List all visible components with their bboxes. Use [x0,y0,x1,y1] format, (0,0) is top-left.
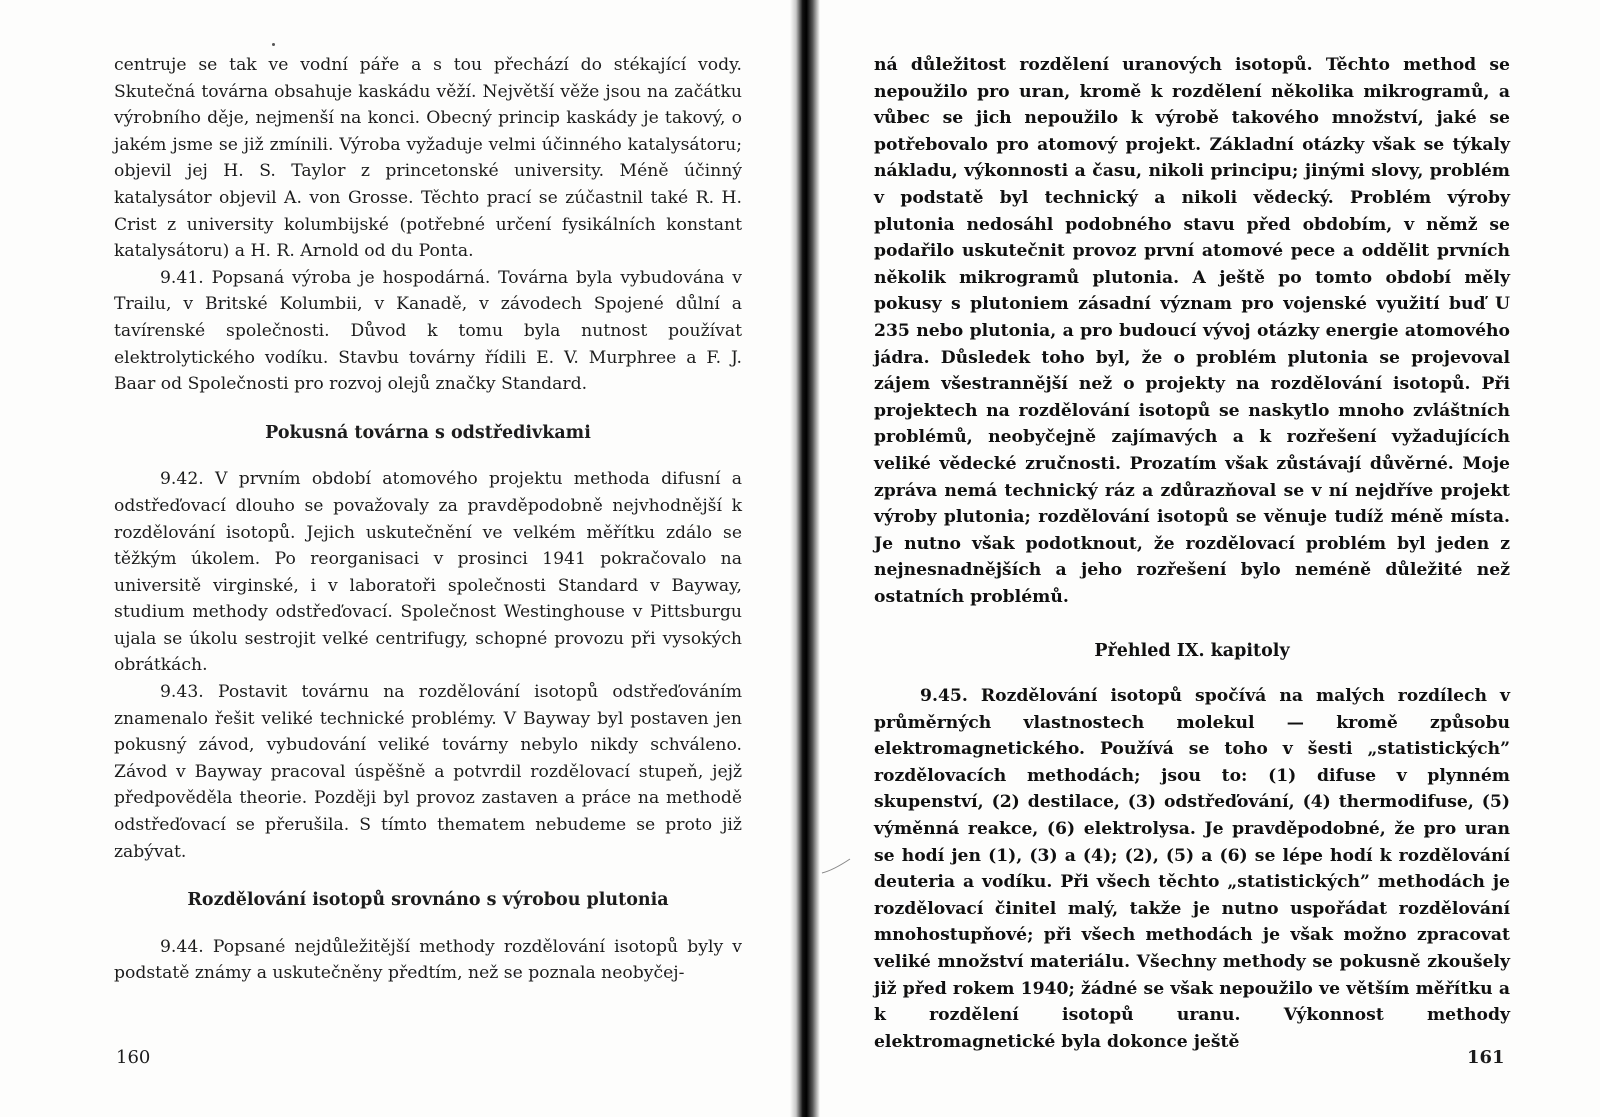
section-heading-chapter-summary: Přehled IX. kapitoly [1094,641,1290,662]
left-text-column [114,52,742,987]
print-speck [272,43,275,46]
left-page [0,0,790,1117]
paragraph-continuation: ná důležitost rozdělení uranových isotopů. Těchto method se nepoužilo pro uran, kromě k rozdělení několika mikrogramů, a vůbec se jich nepoužilo k výrobě takového množství, jaké se potřebovalo pro atomový projekt. Základní otázky však se týkaly nákladu, výkonnosti a času, nikoli principu; jinými slovy, problém v podstatě byl technický a nikoli vědecký. Problém výroby plutonia nedosáhl podobného stavu před obdobím, v němž se podařilo uskutečnit provoz první atomové pece a oddělit prvních několik mikrogramů plutonia. A ještě po tomto období měly pokusy s plutoniem zásadní význam pro vojenské využití buď U 235 nebo plutonia, a pro budoucí vývoj otázky energie atomového jádra. Důsledek toho byl, že o problém plutonia se projevoval zájem všestrannější než o projekty na rozdělování isotopů. Při projektech na rozdělování isotopů se naskytlo mnoho zvláštních problémů, neobyčejně zajímavých a k rozřešení vyžadujících veliké vědecké zručnosti. Prozatím však zůstávají důvěrné. Moje zpráva nemá technický ráz a zdůrazňoval se v ní nejdříve projekt výroby plutonia; rozdělování isotopů se věnuje tudíž méně místa. Je nutno však podotknout, že rozdělovací problém byl jeden z nejnesnadnějších a jeho rozřešení bylo neméně důležité než ostatních problémů. [874,55,1510,607]
page-number-right: 161 [1467,1047,1505,1068]
book-spine-gutter [790,0,820,1117]
right-page [820,0,1600,1117]
paragraph-9-41: 9.41. Popsaná výroba je hospodárná. Továrna byla vybudována v Trailu, v Britské Kolumbii, v Kanadě, v závodech Spojené důlní a tavírenské společnosti. Důvod k tomu byla nutnost používat elektrolytického vodíku. Stavbu továrny řídili E. V. Murphree a F. J. Baar od Společnosti pro rozvoj olejů značky Standard. [114,267,742,395]
section-heading-isotope-vs-plutonium: Rozdělování isotopů srovnáno s výrobou plutonia [187,890,669,911]
pencil-mark-icon [820,855,852,877]
right-text-column [874,52,1510,1055]
page-number-left: 160 [116,1047,151,1068]
paragraph-9-43: 9.43. Postavit továrnu na rozdělování isotopů odstřeďováním znamenalo řešit veliké technické problémy. V Bayway byl postaven jen pokusný závod, vybudování veliké továrny nebylo nikdy schváleno. Závod v Bayway pracoval úspěšně a potvrdil rozdělovací stupeň, jejž předpověděla theorie. Později byl provoz zastaven a práce na methodě odstřeďovací se přerušila. S tímto thematem nebudeme se proto již zabývat. [114,682,742,862]
paragraph-continuation: centruje se tak ve vodní páře a s tou přechází do stékající vody. Skutečná továrna obsahuje kaskádu věží. Největší věže jsou na začátku výrobního děje, nejmenší na konci. Obecný princip kaskády je takový, o jakém jsme se již zmínili. Výroba vyžaduje velmi účinného katalysátoru; objevil jej H. S. Taylor z princetonské university. Méně účinný katalysátor objevil A. von Grosse. Těchto prací se zúčastnil také R. H. Crist z university kolumbijské (potřebné určení fysikálních konstant katalysátoru) a H. R. Arnold od du Ponta. [114,55,742,262]
paragraph-9-42: 9.42. V prvním období atomového projektu methoda difusní a odstřeďovací dlouho se považovaly za pravděpodobně nejvhodnější k rozdělování isotopů. Jejich uskutečnění ve velkém měřítku zdálo se těžkým úkolem. Po reorganisaci v prosinci 1941 pokračovalo na universitě virginské, i v laboratoři společnosti Standard v Bayway, studium methody odstřeďovací. Společnost Westinghouse v Pittsburgu ujala se úkolu sestrojit velké centrifugy, schopné provozu při vysokých obrátkách. [114,469,742,676]
section-heading-centrifuge-plant: Pokusná továrna s odstředivkami [265,422,591,443]
paragraph-9-45: 9.45. Rozdělování isotopů spočívá na malých rozdílech v průměrných vlastnostech molekul — kromě způsobu elektromagnetického. Používá se toho v šesti „statistických” rozdělovacích methodách; jsou to: (1) difuse v plynném skupenství, (2) destilace, (3) odstřeďování, (4) thermodifuse, (5) výměnná reakce, (6) elektrolysa. Je pravděpodobné, že pro uran se hodí jen (1), (3) a (4); (2), (5) a (6) se lépe hodí k rozdělování deuteria a vodíku. Při všech těchto „statistických” methodách je rozdělovací činitel malý, takže je nutno uspořádat rozdělování mnohostupňové; při všech methodách je však možno zpracovat veliké množství materiálu. Všechny methody se pokusně zkoušely již před rokem 1940; žádné se však nepoužilo ve větším měřítku a k rozdělení isotopů uranu. Výkonnost methody elektromagnetické byla dokonce ještě [874,686,1510,1052]
paragraph-9-44: 9.44. Popsané nejdůležitější methody rozdělování isotopů byly v podstatě známy a uskutečněny předtím, než se poznala neobyčej- [114,936,742,984]
